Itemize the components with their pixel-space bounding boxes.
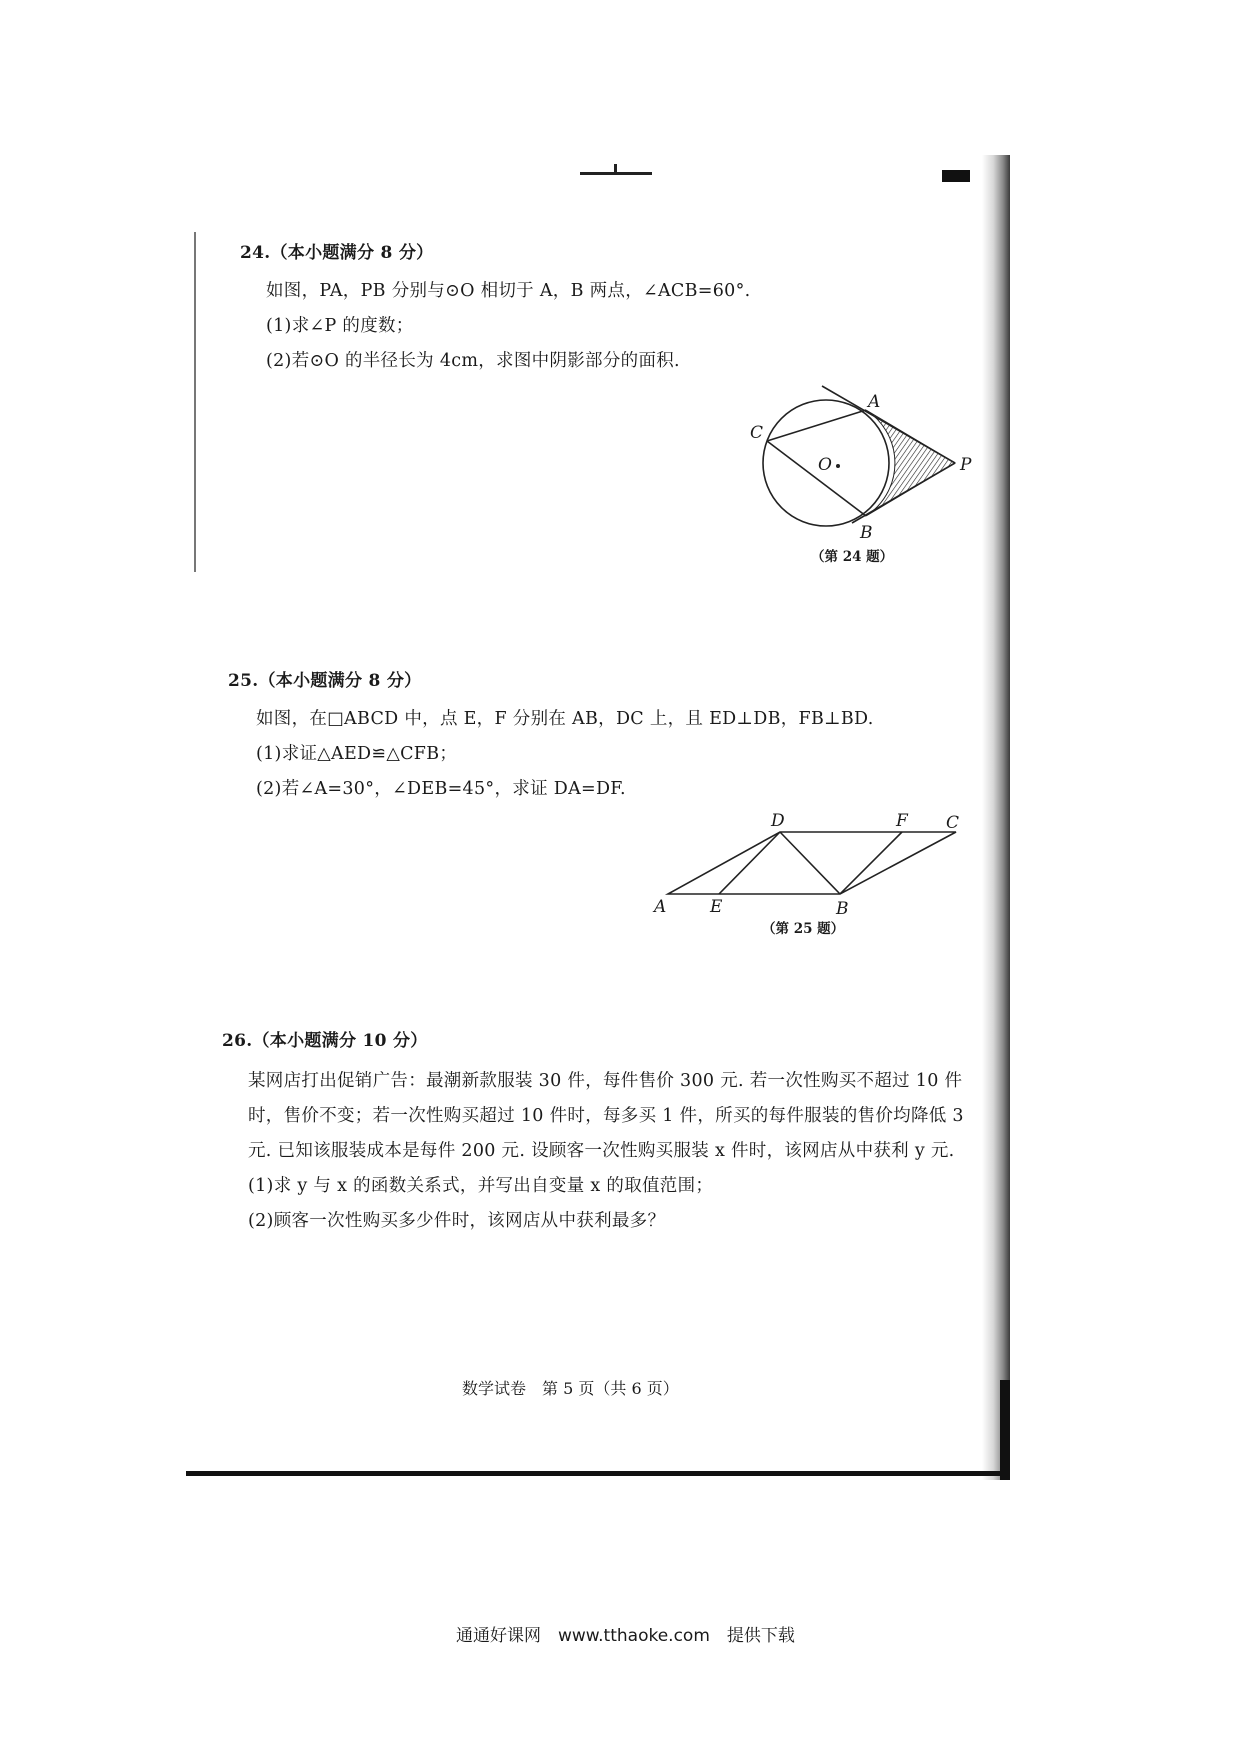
center-o-dot — [836, 464, 840, 468]
q24-part1: (1)求∠P 的度数； — [266, 316, 414, 336]
label-o: O — [818, 455, 832, 475]
q26-line2: 时，售价不变；若一次性购买超过 10 件时，每多买 1 件，所买的每件服装的售价均降低 3 — [248, 1106, 964, 1126]
figure-24 — [740, 380, 980, 560]
segment-fb — [840, 832, 902, 894]
label-b2: B — [836, 899, 849, 919]
chord-ca — [767, 410, 866, 441]
right-edge-bar — [1000, 1380, 1010, 1480]
q24-title: 24.（本小题满分 8 分） — [240, 243, 434, 263]
q26-part1: (1)求 y 与 x 的函数关系式，并写出自变量 x 的取值范围； — [248, 1176, 714, 1196]
bottom-edge-line — [186, 1471, 1006, 1476]
parallelogram-abcd — [668, 832, 956, 894]
q25-stem: 如图，在□ABCD 中，点 E，F 分别在 AB，DC 上，且 ED⊥DB，FB⊥BD. — [256, 709, 874, 729]
figure-25 — [640, 808, 970, 923]
q24-caption: （第 24 题） — [811, 549, 894, 565]
q26-part2: (2)顾客一次性购买多少件时，该网店从中获利最多？ — [248, 1211, 666, 1231]
chord-cb — [767, 441, 866, 516]
top-tick-stem — [614, 164, 617, 174]
label-p: P — [960, 455, 972, 475]
site-watermark: 通通好课网 www.tthaoke.com 提供下载 — [456, 1626, 795, 1646]
segment-bd — [780, 832, 840, 894]
q26-line1: 某网店打出促销广告：最潮新款服装 30 件，每件售价 300 元. 若一次性购买不超过 10 件 — [248, 1071, 963, 1091]
q26-line3: 元. 已知该服装成本是每件 200 元. 设顾客一次性购买服装 x 件时，该网店从中获利 y 元. — [248, 1141, 955, 1161]
q24-part2: (2)若⊙O 的半径长为 4cm，求图中阴影部分的面积. — [266, 351, 680, 371]
corner-marker — [942, 170, 970, 182]
label-e: E — [710, 897, 723, 917]
label-a: A — [868, 392, 881, 412]
label-b: B — [860, 523, 873, 543]
shaded-region — [866, 410, 955, 516]
segment-ed — [719, 832, 780, 894]
right-edge-shadow — [982, 155, 1010, 1480]
q24-stem: 如图，PA，PB 分别与⊙O 相切于 A，B 两点，∠ACB=60°. — [266, 281, 751, 301]
label-c2: C — [946, 813, 960, 833]
left-margin-line — [194, 232, 196, 572]
q25-part2: (2)若∠A=30°，∠DEB=45°，求证 DA=DF. — [256, 779, 626, 799]
page-footer: 数学试卷 第 5 页（共 6 页） — [462, 1379, 679, 1398]
label-f: F — [896, 811, 908, 831]
q25-caption: （第 25 题） — [762, 921, 845, 937]
q26-title: 26.（本小题满分 10 分） — [222, 1031, 428, 1051]
q25-title: 25.（本小题满分 8 分） — [228, 671, 422, 691]
label-d: D — [771, 811, 785, 831]
q25-part1: (1)求证△AED≌△CFB； — [256, 744, 458, 764]
label-c: C — [750, 423, 764, 443]
label-a2: A — [654, 897, 667, 917]
